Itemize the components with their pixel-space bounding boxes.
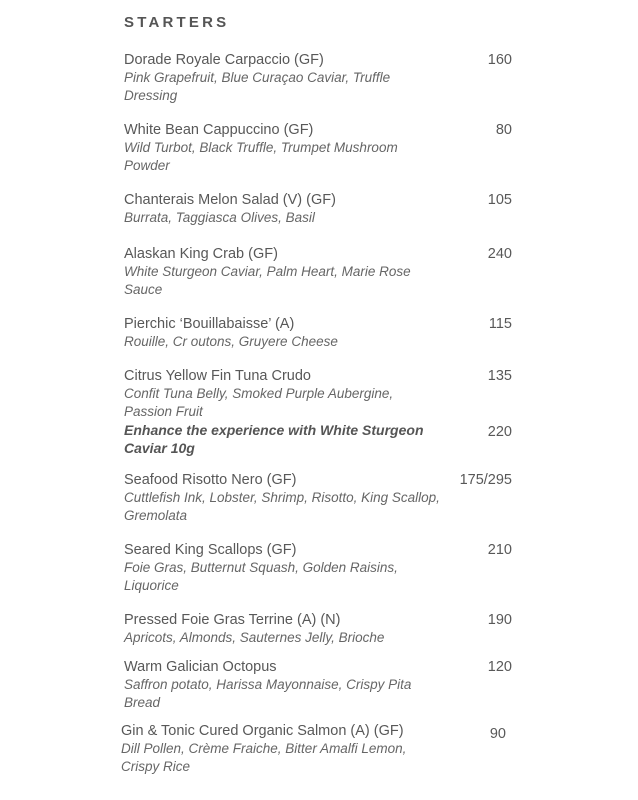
item-description: Wild Turbot, Black Truffle, Trumpet Mushroom Powder xyxy=(124,140,398,173)
item-description: Confit Tuna Belly, Smoked Purple Aubergine, Passion Fruit xyxy=(124,386,394,419)
item-price: 135 xyxy=(487,368,512,384)
item-price: 210 xyxy=(487,542,512,558)
item-price: 175/295 xyxy=(459,472,512,488)
enhancement-price: 220 xyxy=(487,424,512,440)
item-price: 105 xyxy=(487,192,512,208)
item-description: Pink Grapefruit, Blue Curaçao Caviar, Truffle Dressing xyxy=(124,70,391,103)
item-name: Warm Galician Octopus xyxy=(124,659,277,675)
item-description: Foie Gras, Butternut Squash, Golden Raisins, Liquorice xyxy=(124,560,398,593)
menu-item xyxy=(124,121,514,174)
item-name: Seafood Risotto Nero (GF) xyxy=(124,472,297,488)
item-name: Pierchic ‘Bouillabaisse’ (A) xyxy=(124,316,295,332)
item-description: Saffron potato, Harissa Mayonnaise, Crispy Pita Bread xyxy=(124,677,412,710)
item-description: Cuttlefish Ink, Lobster, Shrimp, Risotto, King Scallop, Gremolata xyxy=(124,490,440,523)
item-description: Dill Pollen, Crème Fraiche, Bitter Amalfi Lemon, Crispy Rice xyxy=(121,741,407,774)
menu-item xyxy=(124,541,514,594)
menu-item xyxy=(124,191,514,227)
item-name: Dorade Royale Carpaccio (GF) xyxy=(124,52,324,68)
item-price: 240 xyxy=(487,246,512,262)
menu-item xyxy=(124,658,514,711)
item-price: 160 xyxy=(487,52,512,68)
menu-item xyxy=(121,722,511,775)
enhancement-option xyxy=(124,422,514,457)
item-description: Apricots, Almonds, Sauternes Jelly, Brioche xyxy=(124,630,385,645)
section-heading: STARTERS xyxy=(124,14,230,31)
menu-item xyxy=(124,367,514,457)
item-description: White Sturgeon Caviar, Palm Heart, Marie Rose Sauce xyxy=(124,264,411,297)
item-price: 120 xyxy=(487,659,512,675)
item-price: 115 xyxy=(488,316,512,332)
item-name: Alaskan King Crab (GF) xyxy=(124,246,278,262)
menu-item xyxy=(124,611,514,647)
menu-item xyxy=(124,51,514,104)
item-description: Rouille, Cr outons, Gruyere Cheese xyxy=(124,334,338,349)
menu-item xyxy=(124,245,514,298)
item-name: Seared King Scallops (GF) xyxy=(124,542,297,558)
menu-item xyxy=(124,315,514,351)
item-price: 80 xyxy=(495,122,512,138)
item-name: White Bean Cappuccino (GF) xyxy=(124,122,314,138)
item-price: 90 xyxy=(489,726,506,742)
item-price: 190 xyxy=(487,612,512,628)
item-name: Citrus Yellow Fin Tuna Crudo xyxy=(124,368,311,384)
item-name: Chanterais Melon Salad (V) (GF) xyxy=(124,192,336,208)
menu-item xyxy=(124,471,514,524)
enhancement-text: Enhance the experience with White Sturgeon Caviar 10g xyxy=(124,422,424,456)
item-name: Pressed Foie Gras Terrine (A) (N) xyxy=(124,612,341,628)
item-description: Burrata, Taggiasca Olives, Basil xyxy=(124,210,315,225)
item-name: Gin & Tonic Cured Organic Salmon (A) (GF) xyxy=(121,723,404,739)
